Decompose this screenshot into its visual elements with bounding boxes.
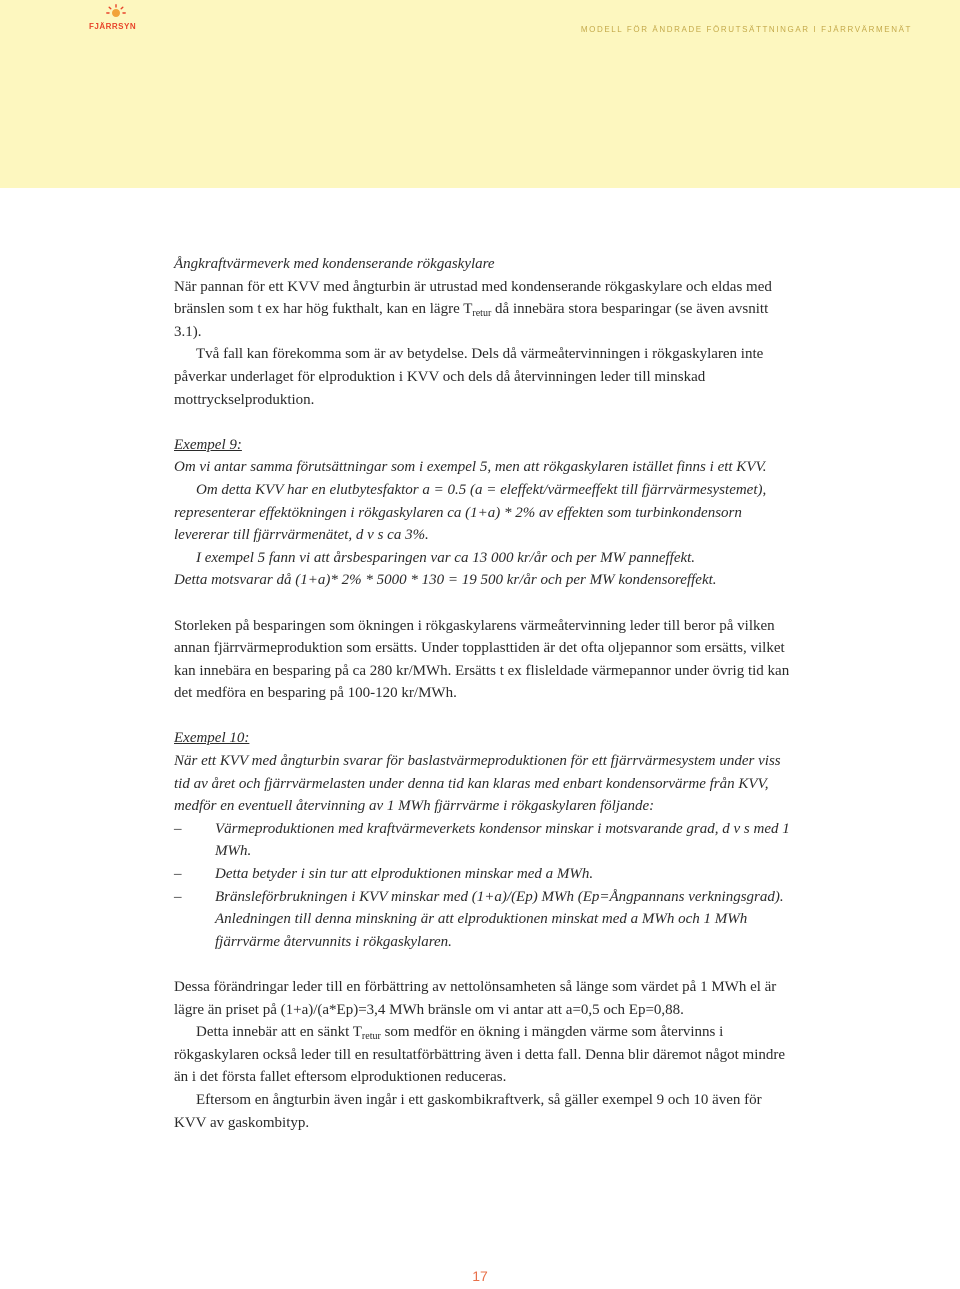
body-paragraph: Storleken på besparingen som ökningen i rökgaskylarens värmeåtervinning leder till beror på vilken annan fjärrvärmeproduktion som ersätts. Under topplasttiden är det ofta oljepannor som ersätts, vilket kan innebära en besparing på ca 280 kr/MWh. Ersätts t ex flisleldade värmepannor under övrig tid kan det medföra en besparing på 100-120 kr/MWh.: [174, 617, 790, 702]
closing-paragraph-3: Eftersom en ångturbin även ingår i ett gaskombikraftverk, så gäller exempel 9 och 10 även för KVV av gaskombityp.: [174, 1091, 762, 1131]
page-number: 17: [472, 1268, 488, 1284]
section-heading: Ångkraftvärmeverk med kondenserande rökgaskylare: [174, 256, 495, 272]
header-band: [0, 0, 960, 188]
logo-text: FJÄRRSYN: [89, 22, 137, 31]
example-9-paragraph-4: Detta motsvarar då (1+a)* 2% * 5000 * 130 = 19 500 kr/år och per MW kondensoreffekt.: [174, 572, 717, 589]
section-paragraph-2: Två fall kan förekomma som är av betydelse. Dels då värmeåtervinningen i rökgaskylaren inte påverkar underlaget för elproduktion i KVV och dels då återvinningen leder till minskad mottryckselproduktion.: [174, 346, 764, 408]
closing-paragraph-2: Detta innebär att en sänkt $T_{retur}$ som medför en ökning i mängden värme som återvinns i rökgaskylaren också leder till en resultatförbättring även i detta fall. Denna blir däremot något mindre än i det första fallet eftersom elproduktionen reduceras.: [174, 1024, 786, 1086]
closing-paragraph-1: Dessa förändringar leder till en förbättring av nettolönsamheten så länge som värdet på 1 MWh el är lägre än priset på (1+a)/(a*Ep)=3,4 MWh bränsle om vi antar att a=0,5 och Ep=0,88.: [174, 979, 777, 1018]
example-9-paragraph-3: I exempel 5 fann vi att årsbesparingen var ca 13 000 kr/år och per MW panneffekt.: [196, 549, 696, 566]
running-head: MODELL FÖR ÄNDRADE FÖRUTSÄTTNINGAR I FJÄRRVÄRMENÄT: [580, 25, 912, 34]
main-content: [174, 253, 794, 1134]
example-9-paragraph-2: Om detta KVV har en elutbytesfaktor a = 0.5 (a = eleffekt/värmeeffekt till fjärrvärmesystemet), representerar effektökningen i rökgaskylaren ca (1+a) * 2% av effekten som turbinkondensorn levererar till fjärrvärmenätet, d v s ca 3%.: [174, 481, 767, 544]
example-10-list: [174, 818, 794, 954]
fjarrsyn-logo: [82, 4, 152, 36]
list-item: – Bränsleförbrukningen i KVV minskar med (1+a)/(Ep) MWh (Ep=Ångpannans verkningsgrad). Anledningen till denna minskning är att elproduktionen minskat med a MWh och 1 MWh fjärrvärme återvunnits i rökgaskylaren.: [174, 888, 784, 950]
example-10-title: Exempel 10:: [174, 730, 250, 747]
example-9-title: Exempel 9:: [174, 436, 242, 453]
sun-icon: [106, 4, 126, 21]
section-paragraph-1: När pannan för ett KVV med ångturbin är utrustad med kondenserande rökgaskylare och eldas med bränslen som t ex har hög fukthalt, kan en lägre $T_{retur}$ då innebära stora besparingar (se även avsnitt 3.1).: [174, 278, 772, 340]
example-9-paragraph-1: Om vi antar samma förutsättningar som i exempel 5, men att rökgaskylaren istället finns i ett KVV.: [174, 459, 767, 476]
list-item: – Värmeproduktionen med kraftvärmeverkets kondensor minskar i motsvarande grad, d v s med 1 MWh.: [174, 820, 790, 860]
list-item: – Detta betyder i sin tur att elproduktionen minskar med a MWh.: [174, 866, 594, 883]
example-10-intro: När ett KVV med ångturbin svarar för baslastvärmeproduktionen för ett fjärrvärmesystem under viss tid av året och fjärrvärmelasten under denna tid kan klaras med enbart kondensorvärme från KVV, medför en eventuell återvinning av 1 MWh fjärrvärme i rökgaskylaren följande:: [174, 753, 781, 815]
